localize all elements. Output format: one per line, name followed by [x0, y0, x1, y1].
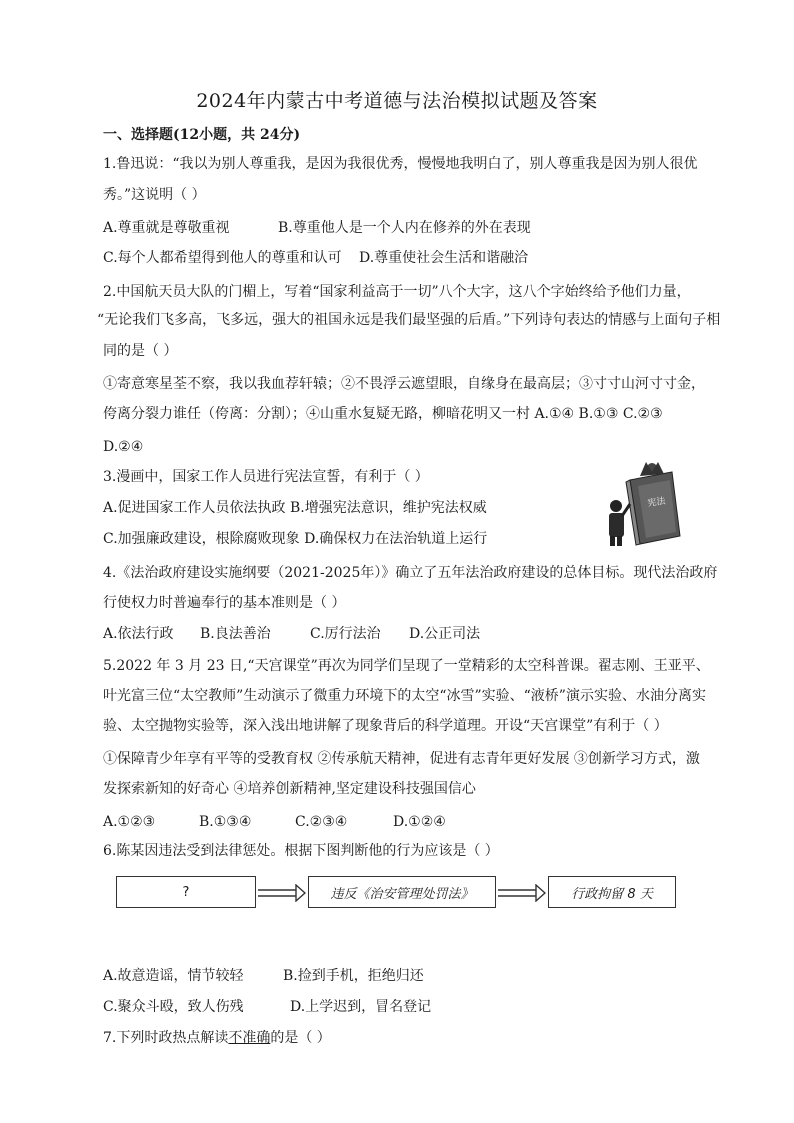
q2-stem-line3: 同的是（ ）: [103, 343, 178, 359]
constitution-oath-cartoon: [600, 458, 686, 548]
q4-stem-line2: 行使权力时普遍奉行的基本准则是（ ）: [103, 595, 346, 611]
q1-options-ab: [103, 218, 715, 238]
page-title: 2024年内蒙古中考道德与法治模拟试题及答案: [196, 90, 598, 112]
q6-option-a[interactable]: A.故意造谣，情节较轻: [103, 968, 244, 984]
q5-option-d[interactable]: D.①②④: [393, 814, 446, 830]
q5-items-line1: ①保障青少年享有平等的受教育权 ②传承航天精神，促进有志青年更好发展 ③创新学习方式，激: [103, 751, 700, 767]
flow-arrow-1: [258, 884, 306, 902]
q4-option-b[interactable]: B.良法善治: [200, 626, 271, 642]
q6-option-d[interactable]: D.上学迟到，冒名登记: [290, 999, 432, 1015]
q2-stem-line2: “无论我们飞多高，飞多远，强大的祖国永远是我们最坚强的后盾。”下列诗句表达的情感与上面句子相: [97, 312, 721, 328]
q6-options-cd: [103, 997, 715, 1017]
q5-option-c[interactable]: C.②③④: [295, 814, 348, 830]
q5-option-a[interactable]: A.①②③: [103, 814, 156, 830]
flow-arrow-2: [498, 884, 546, 902]
q5-options: [103, 812, 715, 832]
q5-items-line2: 发探索新知的好奇心 ④培养创新精神,坚定建设科技强国信心: [103, 781, 476, 797]
q4-option-c[interactable]: C.厉行法治: [310, 626, 381, 642]
q3-stem: 3.漫画中，国家工作人员进行宪法宣誓，有利于（ ）: [103, 469, 429, 485]
q1-option-d[interactable]: D.尊重使社会生活和谐融洽: [359, 250, 529, 266]
q2-option-d[interactable]: D.②④: [103, 439, 144, 455]
q6-stem: 6.陈某因违法受到法律惩处。根据下图判断他的行为应该是（ ）: [103, 843, 499, 859]
q6-options-ab: [103, 966, 715, 986]
q5-stem-line2: 叶光富三位“太空教师”生动演示了微重力环境下的太空“冰雪”实验、“液桥”演示实验、水油分离实: [103, 688, 706, 704]
cartoon-book-label: 宪法: [647, 496, 667, 509]
flow-box-penalty: 行政拘留 8 天: [548, 876, 676, 908]
q6-option-b[interactable]: B.捡到手机，拒绝归还: [283, 968, 424, 984]
q7-stem-underlined: 不准确: [228, 1030, 271, 1046]
q7-stem-prefix: 7.下列时政热点解读: [103, 1030, 229, 1046]
q1-stem-line1: 1.鲁迅说：“我以为别人尊重我，是因为我很优秀，慢慢地我明白了，别人尊重我是因为别人很优: [103, 156, 698, 172]
flow-box-unknown: ?: [116, 876, 256, 908]
q3-options-ab[interactable]: A.促进国家工作人员依法执政 B.增强宪法意识，维护宪法权威: [103, 500, 487, 516]
q6-flowchart: [116, 876, 676, 912]
q7-stem-suffix: 的是（ ）: [270, 1030, 331, 1046]
q5-option-b[interactable]: B.①③④: [199, 814, 252, 830]
q4-option-a[interactable]: A.依法行政: [103, 626, 174, 642]
q1-option-b[interactable]: B.尊重他人是一个人内在修养的外在表现: [278, 220, 531, 236]
section-heading: 一、选择题(12小题，共 24分): [103, 127, 301, 143]
q1-option-c[interactable]: C.每个人都希望得到他人的尊重和认可: [103, 250, 342, 266]
q4-options: [103, 624, 715, 644]
q1-stem-line2: 秀。”这说明（ ）: [103, 187, 206, 203]
q2-items-line2: 侉离分裂力谁任（侉离：分割）；④山重水复疑无路，柳暗花明又一村 A.①④ B.①③ C.②③: [103, 406, 663, 422]
q1-option-a[interactable]: A.尊重就是尊敬重视: [103, 220, 230, 236]
q4-option-d[interactable]: D.公正司法: [409, 626, 481, 642]
q4-stem-line1: 4.《法治政府建设实施纲要（2021-2025年）》确立了五年法治政府建设的总体目标。现代法治政府: [103, 565, 718, 581]
flow-box-law: 违反《治安管理处罚法》: [308, 876, 496, 908]
q5-stem-line1: 5.2022 年 3 月 23 日,“天宫课堂”再次为同学们呈现了一堂精彩的太空科普课。翟志刚、王亚平、: [103, 658, 710, 674]
q1-options-cd: [103, 248, 715, 268]
q2-stem-line1: 2.中国航天员大队的门楣上，写着“国家利益高于一切”八个大字，这八个字始终给予他们力量，: [103, 284, 691, 300]
q2-items-line1: ①寄意寒星荃不察，我以我血荐轩辕；②不畏浮云遮望眼，自缘身在最高层；③寸寸山河寸寸金，: [103, 376, 705, 392]
q5-stem-line3: 验、太空抛物实验等，深入浅出地讲解了现象背后的科学道理。开设“天宫课堂”有利于（ ）: [103, 718, 668, 734]
q3-options-cd[interactable]: C.加强廉政建设，根除腐败现象 D.确保权力在法治轨道上运行: [103, 531, 488, 547]
q7-stem: [103, 1028, 715, 1048]
q6-option-c[interactable]: C.聚众斗殴，致人伤残: [103, 999, 244, 1015]
